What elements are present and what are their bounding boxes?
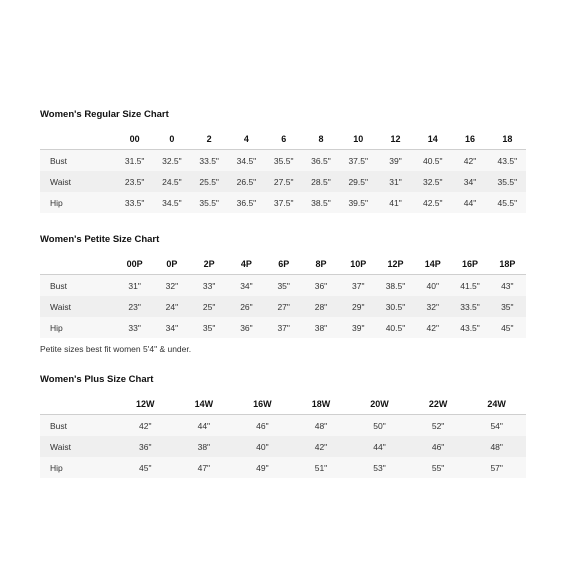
measurement-cell: 32" — [426, 301, 439, 312]
measurement-cell: 33" — [128, 322, 141, 333]
size-column-header: 8P — [315, 258, 327, 269]
measurement-cell: 45.5" — [497, 197, 518, 208]
size-column-header: 00P — [126, 258, 143, 269]
measurement-cell: 34" — [240, 280, 253, 291]
measurement-cell: 32.5" — [422, 176, 443, 187]
measurement-cell: 50" — [373, 420, 386, 431]
measurement-cell: 33" — [202, 280, 216, 291]
size-column-header: 12P — [387, 258, 404, 269]
size-column-header: 20W — [370, 398, 389, 409]
measurement-cell: 42" — [139, 420, 152, 431]
table-row — [40, 296, 526, 317]
measurement-cell: 35" — [501, 301, 514, 312]
measurement-cell: 26" — [240, 301, 253, 312]
table-row — [40, 150, 526, 172]
measurement-cell: 52" — [431, 420, 445, 431]
measurement-cell: 35.5" — [497, 176, 518, 187]
size-column-header: 18 — [502, 133, 513, 144]
table-header-row — [40, 253, 526, 275]
regular-size-table — [40, 128, 526, 213]
petite-fit-note: Petite sizes best fit women 5'4" & under. — [40, 344, 192, 354]
measurement-cell: 57" — [490, 462, 503, 473]
size-column-header: 18P — [499, 258, 516, 269]
measurement-cell: 29" — [351, 301, 365, 312]
measurement-cell: 32.5" — [162, 155, 182, 166]
measurement-cell: 27.5" — [273, 176, 294, 187]
measurement-cell: 24.5" — [162, 176, 182, 187]
measurement-cell: 40.5" — [422, 155, 443, 166]
measurement-cell: 46" — [431, 441, 445, 452]
header-corner — [40, 253, 116, 275]
measurement-cell: 45" — [501, 322, 514, 333]
measurement-cell: 44" — [373, 441, 386, 452]
size-column-header: 22W — [428, 398, 448, 409]
measurement-cell: 51" — [314, 462, 328, 473]
measurement-cell: 33.5" — [199, 155, 219, 166]
size-column-header: 00 — [129, 133, 140, 144]
measurement-label: Waist — [50, 441, 71, 452]
measurement-cell: 43.5" — [460, 322, 480, 333]
regular-size-section — [40, 108, 526, 213]
measurement-cell: 49" — [256, 462, 269, 473]
measurement-cell: 39" — [389, 155, 402, 166]
table-row — [40, 171, 526, 192]
size-column-header: 10P — [350, 258, 367, 269]
header-corner — [40, 393, 116, 415]
plus-size-table — [40, 393, 526, 478]
measurement-cell: 44" — [463, 197, 477, 208]
measurement-cell: 38" — [314, 322, 328, 333]
measurement-cell: 37.5" — [348, 155, 368, 166]
measurement-cell: 26.5" — [236, 176, 257, 187]
size-column-header: 2P — [203, 258, 215, 269]
table-row — [40, 436, 526, 457]
measurement-cell: 36.5" — [311, 155, 331, 166]
size-column-header: 6P — [278, 258, 290, 269]
size-column-header: 12W — [136, 398, 155, 409]
plus-size-chart-title: Women's Plus Size Chart — [40, 374, 154, 385]
measurement-cell: 33.5" — [124, 197, 145, 208]
size-column-header: 0P — [166, 258, 178, 269]
measurement-cell: 23.5" — [124, 176, 145, 187]
measurement-label: Waist — [50, 301, 71, 312]
measurement-cell: 40.5" — [385, 322, 406, 333]
plus-size-section — [40, 373, 526, 478]
measurement-cell: 39.5" — [348, 197, 368, 208]
measurement-cell: 47" — [197, 462, 211, 473]
measurement-cell: 37.5" — [273, 197, 294, 208]
measurement-cell: 29.5" — [348, 176, 368, 187]
measurement-cell: 46" — [256, 420, 269, 431]
size-column-header: 12 — [390, 133, 401, 144]
petite-size-chart-title: Women's Petite Size Chart — [40, 234, 160, 245]
measurement-cell: 53" — [373, 462, 386, 473]
size-column-header: 6 — [281, 133, 287, 144]
size-column-header: 10 — [353, 133, 364, 144]
measurement-cell: 31" — [389, 176, 402, 187]
measurement-label: Bust — [50, 155, 68, 166]
measurement-cell: 25.5" — [199, 176, 219, 187]
measurement-cell: 40" — [256, 441, 269, 452]
measurement-cell: 37" — [277, 322, 290, 333]
measurement-cell: 37" — [351, 280, 365, 291]
measurement-cell: 34.5" — [236, 155, 257, 166]
measurement-cell: 43.5" — [497, 155, 518, 166]
measurement-cell: 36" — [314, 280, 328, 291]
measurement-cell: 25" — [202, 301, 216, 312]
measurement-cell: 54" — [490, 420, 503, 431]
size-column-header: 18W — [311, 398, 331, 409]
measurement-cell: 36" — [240, 322, 253, 333]
measurement-cell: 40" — [426, 280, 439, 291]
size-column-header: 14W — [194, 398, 214, 409]
measurement-cell: 34" — [463, 176, 477, 187]
measurement-cell: 42" — [463, 155, 477, 166]
measurement-cell: 35.5" — [273, 155, 294, 166]
measurement-cell: 31.5" — [124, 155, 145, 166]
measurement-label: Hip — [50, 322, 63, 333]
size-column-header: 16 — [465, 133, 476, 144]
measurement-cell: 45" — [139, 462, 152, 473]
size-column-header: 4 — [243, 133, 249, 144]
measurement-cell: 33.5" — [460, 301, 480, 312]
measurement-cell: 42.5" — [422, 197, 443, 208]
measurement-cell: 32" — [165, 280, 179, 291]
size-column-header: 16W — [253, 398, 272, 409]
measurement-cell: 30.5" — [385, 301, 406, 312]
size-column-header: 4P — [240, 258, 252, 269]
measurement-cell: 42" — [426, 322, 439, 333]
measurement-cell: 48" — [490, 441, 503, 452]
measurement-cell: 34" — [165, 322, 179, 333]
measurement-label: Waist — [50, 176, 71, 187]
measurement-cell: 28" — [314, 301, 328, 312]
measurement-label: Hip — [50, 197, 63, 208]
table-row — [40, 457, 526, 478]
table-header-row — [40, 393, 526, 415]
measurement-cell: 31" — [128, 280, 141, 291]
table-row — [40, 275, 526, 297]
size-column-header: 0 — [169, 133, 175, 144]
measurement-cell: 34.5" — [162, 197, 182, 208]
measurement-cell: 44" — [197, 420, 211, 431]
measurement-cell: 36" — [139, 441, 152, 452]
measurement-cell: 35" — [277, 280, 290, 291]
measurement-cell: 23" — [128, 301, 141, 312]
measurement-cell: 55" — [431, 462, 445, 473]
table-row — [40, 317, 526, 338]
table-row — [40, 415, 526, 437]
size-column-header: 16P — [462, 258, 479, 269]
table-row — [40, 192, 526, 213]
measurement-cell: 42" — [314, 441, 328, 452]
measurement-cell: 41" — [389, 197, 402, 208]
measurement-label: Bust — [50, 420, 68, 431]
size-column-header: 14 — [427, 133, 438, 144]
measurement-cell: 35.5" — [199, 197, 219, 208]
measurement-cell: 39" — [351, 322, 365, 333]
measurement-cell: 28.5" — [311, 176, 331, 187]
measurement-cell: 38" — [197, 441, 211, 452]
petite-size-table — [40, 253, 526, 338]
size-column-header: 14P — [424, 258, 441, 269]
measurement-cell: 24" — [165, 301, 179, 312]
measurement-cell: 38.5" — [311, 197, 331, 208]
petite-size-section — [40, 233, 526, 355]
size-column-header: 24W — [487, 398, 506, 409]
measurement-cell: 48" — [314, 420, 328, 431]
size-column-header: 2 — [206, 133, 212, 144]
measurement-cell: 35" — [202, 322, 216, 333]
header-corner — [40, 128, 116, 150]
measurement-cell: 27" — [277, 301, 290, 312]
measurement-cell: 41.5" — [460, 280, 480, 291]
measurement-cell: 38.5" — [385, 280, 406, 291]
measurement-label: Bust — [50, 280, 68, 291]
size-column-header: 8 — [318, 133, 324, 144]
measurement-label: Hip — [50, 462, 63, 473]
measurement-cell: 43" — [501, 280, 514, 291]
regular-size-chart-title: Women's Regular Size Chart — [40, 109, 169, 120]
table-header-row — [40, 128, 526, 150]
measurement-cell: 36.5" — [236, 197, 257, 208]
